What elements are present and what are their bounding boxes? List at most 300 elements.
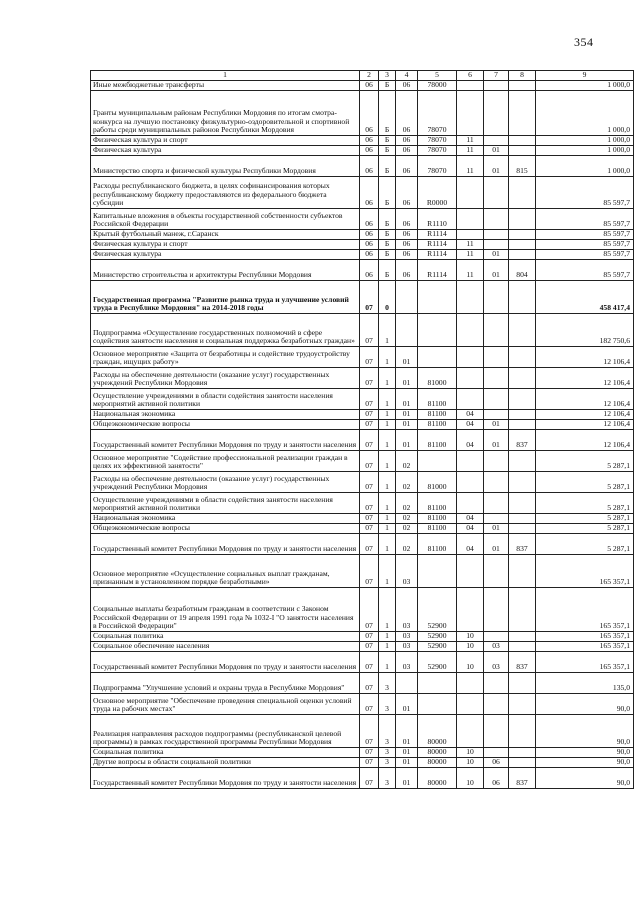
row-name-cell: Социальная политика: [91, 632, 360, 642]
code-cell: [457, 209, 484, 230]
row-name-cell: Физическая культура: [91, 250, 360, 260]
header-row: [91, 71, 634, 81]
table-row: [91, 768, 634, 789]
table-row: [91, 715, 634, 748]
code-cell: 1: [379, 534, 396, 555]
code-cell: [484, 472, 509, 493]
code-cell: 10: [457, 632, 484, 642]
amount-cell: 458 417,4: [536, 281, 634, 314]
code-cell: [509, 146, 536, 156]
column-header: 5: [418, 71, 457, 81]
amount-cell: 5 287,1: [536, 534, 634, 555]
code-cell: 81100: [418, 389, 457, 410]
code-cell: [457, 91, 484, 136]
code-cell: [509, 81, 536, 91]
code-cell: 06: [360, 240, 379, 250]
table-row: [91, 136, 634, 146]
table-row: [91, 524, 634, 534]
code-cell: [484, 136, 509, 146]
row-name-cell: Социальные выплаты безработным гражданам в соответствии с Законом Российской Федерации от 19 апреля 1991 года № 1032-I "О занятости населения в Российской Федерации": [91, 588, 360, 632]
code-cell: [509, 230, 536, 240]
code-cell: [509, 588, 536, 632]
code-cell: 81100: [418, 410, 457, 420]
code-cell: 1: [379, 347, 396, 368]
amount-cell: 1 000,0: [536, 156, 634, 177]
code-cell: [484, 451, 509, 472]
code-cell: [457, 451, 484, 472]
code-cell: 01: [396, 758, 418, 768]
table-row: [91, 250, 634, 260]
code-cell: R1114: [418, 230, 457, 240]
code-cell: [484, 493, 509, 514]
code-cell: 3: [379, 748, 396, 758]
code-cell: [484, 177, 509, 209]
code-cell: 01: [396, 368, 418, 389]
amount-cell: 5 287,1: [536, 514, 634, 524]
code-cell: 07: [360, 555, 379, 588]
code-cell: [457, 588, 484, 632]
row-name-cell: Основное мероприятие «Осуществление социальных выплат гражданам, признанным в установленном порядке безработными»: [91, 555, 360, 588]
code-cell: 03: [396, 642, 418, 652]
row-name-cell: Министерство строительства и архитектуры Республики Мордовия: [91, 260, 360, 281]
code-cell: [457, 230, 484, 240]
row-name-cell: Подпрограмма «Осуществление государственных полномочий в сфере содействия занятости населения и социальная поддержка безработных граждан»: [91, 314, 360, 347]
row-name-cell: Капитальные вложения в объекты государственной собственности субъектов Российской Федерации: [91, 209, 360, 230]
code-cell: 01: [396, 768, 418, 789]
code-cell: [509, 555, 536, 588]
amount-cell: 90,0: [536, 758, 634, 768]
code-cell: [509, 250, 536, 260]
code-cell: 78070: [418, 156, 457, 177]
code-cell: 06: [396, 260, 418, 281]
code-cell: 07: [360, 632, 379, 642]
code-cell: [484, 91, 509, 136]
code-cell: 07: [360, 347, 379, 368]
row-name-cell: Крытый футбольный манеж, г.Саранск: [91, 230, 360, 240]
code-cell: Б: [379, 81, 396, 91]
code-cell: 07: [360, 694, 379, 715]
code-cell: 03: [484, 652, 509, 673]
table-row: [91, 230, 634, 240]
row-name-cell: Общеэкономические вопросы: [91, 420, 360, 430]
table-row: [91, 410, 634, 420]
code-cell: [509, 209, 536, 230]
code-cell: 01: [484, 250, 509, 260]
code-cell: 80000: [418, 768, 457, 789]
code-cell: 11: [457, 136, 484, 146]
code-cell: Б: [379, 240, 396, 250]
code-cell: 1: [379, 410, 396, 420]
code-cell: [509, 632, 536, 642]
code-cell: [509, 177, 536, 209]
code-cell: Б: [379, 177, 396, 209]
code-cell: 1: [379, 472, 396, 493]
code-cell: [484, 555, 509, 588]
row-name-cell: Министерство спорта и физической культуры Республики Мордовия: [91, 156, 360, 177]
code-cell: 07: [360, 420, 379, 430]
code-cell: [484, 410, 509, 420]
code-cell: [484, 673, 509, 694]
code-cell: 07: [360, 652, 379, 673]
code-cell: [484, 281, 509, 314]
code-cell: [509, 493, 536, 514]
table-row: [91, 240, 634, 250]
code-cell: 10: [457, 642, 484, 652]
table-row: [91, 81, 634, 91]
amount-cell: 12 106,4: [536, 430, 634, 451]
code-cell: 1: [379, 524, 396, 534]
code-cell: 07: [360, 451, 379, 472]
code-cell: 1: [379, 430, 396, 451]
code-cell: [484, 715, 509, 748]
code-cell: [509, 410, 536, 420]
code-cell: 80000: [418, 715, 457, 748]
code-cell: 01: [484, 524, 509, 534]
code-cell: [396, 673, 418, 694]
code-cell: [457, 177, 484, 209]
code-cell: 07: [360, 314, 379, 347]
code-cell: 03: [396, 632, 418, 642]
code-cell: [457, 281, 484, 314]
table-row: [91, 588, 634, 632]
code-cell: 11: [457, 240, 484, 250]
table-row: [91, 673, 634, 694]
code-cell: 06: [484, 768, 509, 789]
code-cell: [509, 514, 536, 524]
code-cell: 06: [360, 230, 379, 240]
code-cell: 01: [396, 389, 418, 410]
column-header: 2: [360, 71, 379, 81]
code-cell: [457, 493, 484, 514]
code-cell: 1: [379, 420, 396, 430]
code-cell: 1: [379, 389, 396, 410]
amount-cell: 165 357,1: [536, 652, 634, 673]
code-cell: 06: [396, 209, 418, 230]
code-cell: [418, 451, 457, 472]
table-row: [91, 652, 634, 673]
code-cell: 11: [457, 260, 484, 281]
code-cell: [509, 91, 536, 136]
code-cell: 07: [360, 673, 379, 694]
row-name-cell: Иные межбюджетные трансферты: [91, 81, 360, 91]
code-cell: 07: [360, 715, 379, 748]
table-row: [91, 146, 634, 156]
code-cell: [457, 472, 484, 493]
code-cell: 06: [396, 250, 418, 260]
code-cell: 02: [396, 514, 418, 524]
code-cell: R0000: [418, 177, 457, 209]
code-cell: 01: [484, 156, 509, 177]
row-name-cell: Расходы на обеспечение деятельности (оказание услуг) государственных учреждений Республики Мордовия: [91, 472, 360, 493]
table-row: [91, 632, 634, 642]
amount-cell: 85 597,7: [536, 250, 634, 260]
code-cell: 81100: [418, 534, 457, 555]
code-cell: 04: [457, 430, 484, 451]
code-cell: [484, 368, 509, 389]
code-cell: [396, 281, 418, 314]
code-cell: [484, 347, 509, 368]
code-cell: 03: [396, 588, 418, 632]
code-cell: [509, 524, 536, 534]
code-cell: [484, 209, 509, 230]
amount-cell: 85 597,7: [536, 230, 634, 240]
code-cell: 06: [396, 230, 418, 240]
row-name-cell: Расходы республиканского бюджета, в целях софинансирования которых республиканскому бюджету предоставляются из федерального бюджета субсидии: [91, 177, 360, 209]
budget-table-container: [90, 70, 630, 789]
table-row: [91, 514, 634, 524]
amount-cell: 5 287,1: [536, 524, 634, 534]
amount-cell: 90,0: [536, 715, 634, 748]
code-cell: [509, 368, 536, 389]
table-row: [91, 430, 634, 451]
row-name-cell: Осуществление учреждениями в области содействия занятости населения мероприятий активной политики: [91, 389, 360, 410]
code-cell: [509, 240, 536, 250]
table-row: [91, 368, 634, 389]
code-cell: 11: [457, 146, 484, 156]
column-header: 4: [396, 71, 418, 81]
table-row: [91, 260, 634, 281]
code-cell: 1: [379, 451, 396, 472]
code-cell: [509, 715, 536, 748]
code-cell: 81000: [418, 368, 457, 389]
code-cell: 01: [396, 347, 418, 368]
code-cell: 81000: [418, 472, 457, 493]
code-cell: [484, 389, 509, 410]
table-row: [91, 451, 634, 472]
code-cell: [457, 673, 484, 694]
code-cell: 07: [360, 524, 379, 534]
table-row: [91, 534, 634, 555]
code-cell: [509, 314, 536, 347]
amount-cell: 85 597,7: [536, 177, 634, 209]
code-cell: 1: [379, 514, 396, 524]
code-cell: 01: [396, 715, 418, 748]
amount-cell: 1 000,0: [536, 136, 634, 146]
code-cell: 78070: [418, 91, 457, 136]
code-cell: 06: [360, 177, 379, 209]
table-row: [91, 389, 634, 410]
code-cell: Б: [379, 146, 396, 156]
code-cell: Б: [379, 250, 396, 260]
code-cell: [418, 281, 457, 314]
code-cell: R1114: [418, 250, 457, 260]
code-cell: Б: [379, 156, 396, 177]
code-cell: 04: [457, 420, 484, 430]
amount-cell: 85 597,7: [536, 260, 634, 281]
code-cell: [396, 314, 418, 347]
code-cell: 837: [509, 534, 536, 555]
code-cell: 07: [360, 514, 379, 524]
code-cell: [484, 81, 509, 91]
code-cell: 81100: [418, 420, 457, 430]
code-cell: 78070: [418, 136, 457, 146]
code-cell: 52900: [418, 642, 457, 652]
code-cell: [457, 389, 484, 410]
code-cell: 11: [457, 250, 484, 260]
amount-cell: 1 000,0: [536, 91, 634, 136]
code-cell: 52900: [418, 632, 457, 642]
code-cell: [484, 240, 509, 250]
code-cell: 815: [509, 156, 536, 177]
code-cell: 1: [379, 588, 396, 632]
amount-cell: 5 287,1: [536, 493, 634, 514]
code-cell: [457, 314, 484, 347]
code-cell: [457, 81, 484, 91]
row-name-cell: Национальная экономика: [91, 410, 360, 420]
code-cell: 06: [396, 240, 418, 250]
code-cell: [509, 694, 536, 715]
code-cell: 03: [484, 642, 509, 652]
table-row: [91, 694, 634, 715]
table-row: [91, 642, 634, 652]
code-cell: [457, 555, 484, 588]
amount-cell: 1 000,0: [536, 81, 634, 91]
table-row: [91, 156, 634, 177]
code-cell: 07: [360, 642, 379, 652]
code-cell: 3: [379, 673, 396, 694]
code-cell: 06: [396, 81, 418, 91]
code-cell: 01: [396, 694, 418, 715]
column-header: 1: [91, 71, 360, 81]
code-cell: [509, 389, 536, 410]
row-name-cell: Социальное обеспечение населения: [91, 642, 360, 652]
code-cell: [484, 514, 509, 524]
amount-cell: 165 357,1: [536, 588, 634, 632]
amount-cell: 165 357,1: [536, 632, 634, 642]
code-cell: 06: [360, 156, 379, 177]
table-row: [91, 748, 634, 758]
code-cell: [509, 748, 536, 758]
code-cell: 04: [457, 410, 484, 420]
code-cell: Б: [379, 136, 396, 146]
amount-cell: 5 287,1: [536, 472, 634, 493]
amount-cell: 12 106,4: [536, 347, 634, 368]
column-header: 7: [484, 71, 509, 81]
table-body: [91, 81, 634, 789]
code-cell: 06: [360, 91, 379, 136]
code-cell: 01: [484, 430, 509, 451]
table-row: [91, 758, 634, 768]
code-cell: 07: [360, 748, 379, 758]
code-cell: 10: [457, 652, 484, 673]
table-row: [91, 555, 634, 588]
code-cell: [457, 715, 484, 748]
code-cell: [484, 588, 509, 632]
amount-cell: 85 597,7: [536, 240, 634, 250]
amount-cell: 85 597,7: [536, 209, 634, 230]
code-cell: 1: [379, 642, 396, 652]
code-cell: 06: [360, 250, 379, 260]
row-name-cell: Физическая культура и спорт: [91, 136, 360, 146]
code-cell: Б: [379, 230, 396, 240]
row-name-cell: Осуществление учреждениями в области содействия занятости населения мероприятий активной политики: [91, 493, 360, 514]
amount-cell: 90,0: [536, 748, 634, 758]
code-cell: [484, 314, 509, 347]
code-cell: 1: [379, 314, 396, 347]
table-row: [91, 420, 634, 430]
code-cell: 80000: [418, 758, 457, 768]
code-cell: [509, 472, 536, 493]
row-name-cell: Национальная экономика: [91, 514, 360, 524]
code-cell: 07: [360, 368, 379, 389]
code-cell: 06: [396, 91, 418, 136]
code-cell: 07: [360, 758, 379, 768]
table-row: [91, 281, 634, 314]
code-cell: 81100: [418, 514, 457, 524]
row-name-cell: Подпрограмма "Улучшение условий и охраны труда в Республике Мордовия": [91, 673, 360, 694]
amount-cell: 135,0: [536, 673, 634, 694]
code-cell: 0: [379, 281, 396, 314]
amount-cell: 165 357,1: [536, 642, 634, 652]
row-name-cell: Социальная политика: [91, 748, 360, 758]
code-cell: 10: [457, 748, 484, 758]
code-cell: [509, 281, 536, 314]
code-cell: [457, 368, 484, 389]
code-cell: 11: [457, 156, 484, 177]
table-row: [91, 493, 634, 514]
code-cell: 52900: [418, 588, 457, 632]
code-cell: 1: [379, 368, 396, 389]
amount-cell: 12 106,4: [536, 368, 634, 389]
code-cell: 01: [396, 430, 418, 451]
code-cell: 3: [379, 758, 396, 768]
code-cell: 07: [360, 768, 379, 789]
row-name-cell: Физическая культура: [91, 146, 360, 156]
amount-cell: 165 357,1: [536, 555, 634, 588]
code-cell: R1110: [418, 209, 457, 230]
code-cell: [418, 347, 457, 368]
code-cell: 06: [360, 260, 379, 281]
row-name-cell: Государственный комитет Республики Мордовия по труду и занятости населения: [91, 768, 360, 789]
page-number: 354: [574, 35, 594, 49]
code-cell: 06: [484, 758, 509, 768]
code-cell: [509, 136, 536, 146]
code-cell: 10: [457, 758, 484, 768]
row-name-cell: Другие вопросы в области социальной политики: [91, 758, 360, 768]
code-cell: [509, 420, 536, 430]
code-cell: 07: [360, 493, 379, 514]
code-cell: 06: [360, 209, 379, 230]
code-cell: Б: [379, 260, 396, 281]
code-cell: 81100: [418, 430, 457, 451]
code-cell: 1: [379, 652, 396, 673]
code-cell: 06: [396, 156, 418, 177]
code-cell: 01: [484, 260, 509, 281]
code-cell: 02: [396, 493, 418, 514]
code-cell: 81100: [418, 524, 457, 534]
row-name-cell: Основное мероприятие «Защита от безработицы и содействие трудоустройству граждан, ищущих работу»: [91, 347, 360, 368]
code-cell: [418, 555, 457, 588]
code-cell: 04: [457, 524, 484, 534]
code-cell: Б: [379, 91, 396, 136]
code-cell: 04: [457, 534, 484, 555]
code-cell: [484, 230, 509, 240]
row-name-cell: Государственная программа "Развитие рынка труда и улучшение условий труда в Республике Мордовия" на 2014-2018 годы: [91, 281, 360, 314]
code-cell: 02: [396, 524, 418, 534]
column-header: 9: [536, 71, 634, 81]
code-cell: [509, 758, 536, 768]
code-cell: Б: [379, 209, 396, 230]
code-cell: [509, 673, 536, 694]
code-cell: [418, 694, 457, 715]
code-cell: 837: [509, 430, 536, 451]
code-cell: 01: [484, 534, 509, 555]
code-cell: [484, 748, 509, 758]
column-header: 6: [457, 71, 484, 81]
code-cell: [418, 673, 457, 694]
code-cell: [484, 694, 509, 715]
code-cell: 07: [360, 534, 379, 555]
